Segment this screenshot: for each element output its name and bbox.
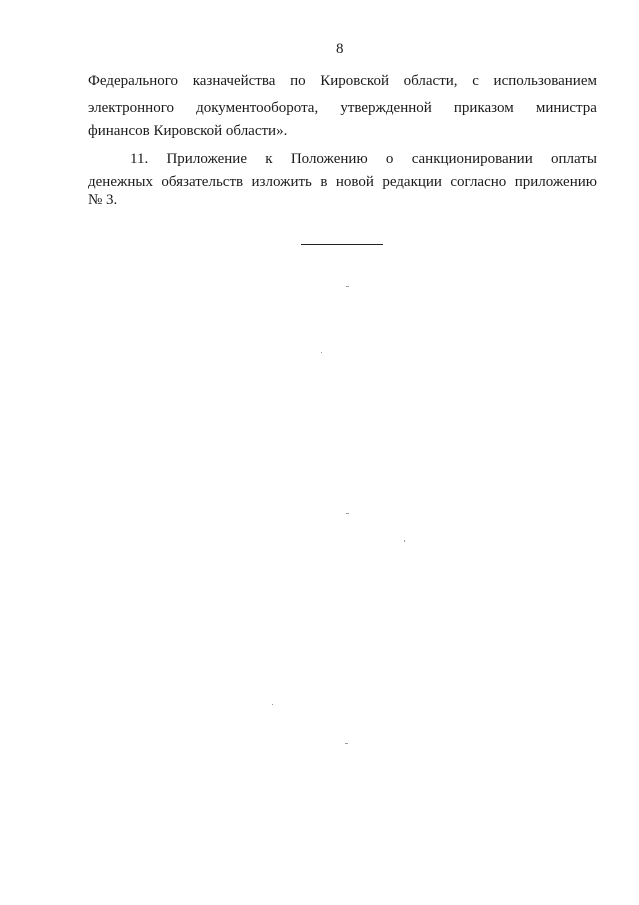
word: денежных xyxy=(88,174,153,190)
word: области, xyxy=(403,73,458,89)
paragraph-2-line-2 xyxy=(88,173,597,191)
word: изложить xyxy=(251,174,312,190)
scan-speck xyxy=(346,286,349,287)
scan-speck xyxy=(404,540,405,542)
page-number: 8 xyxy=(336,41,344,57)
word: Положению xyxy=(290,151,368,167)
word: обязательств xyxy=(161,174,244,190)
word: документооборота, xyxy=(196,100,319,116)
word: Приложение xyxy=(166,151,247,167)
paragraph-2-line-1 xyxy=(130,150,597,168)
word: приложению xyxy=(514,174,597,190)
word: оплаты xyxy=(551,151,597,167)
paragraph-1-line-2 xyxy=(88,99,597,117)
word: к xyxy=(265,151,273,167)
word: редакции xyxy=(382,174,442,190)
word: Кировской xyxy=(320,73,389,89)
word: с xyxy=(472,73,479,89)
scan-speck xyxy=(272,704,273,705)
word: использованием xyxy=(493,73,597,89)
word: в xyxy=(320,174,328,190)
word: министра xyxy=(535,100,597,116)
word: по xyxy=(290,73,306,89)
paragraph-1-line-1 xyxy=(88,72,597,90)
word: новой xyxy=(335,174,374,190)
word: утвержденной xyxy=(340,100,432,116)
word: Федерального xyxy=(88,73,179,89)
scan-speck xyxy=(346,513,349,514)
paragraph-2-line-3: № 3. xyxy=(88,192,118,208)
scan-speck xyxy=(321,352,322,353)
word: электронного xyxy=(88,100,174,116)
scan-speck xyxy=(345,743,348,744)
item-number: 11. xyxy=(130,151,149,167)
word: согласно xyxy=(450,174,507,190)
word: казначейства xyxy=(192,73,276,89)
word: о xyxy=(385,151,394,167)
word: приказом xyxy=(453,100,514,116)
end-of-text-separator xyxy=(301,244,383,245)
paragraph-1-line-3: финансов Кировской области». xyxy=(88,123,288,139)
word: санкционировании xyxy=(411,151,533,167)
